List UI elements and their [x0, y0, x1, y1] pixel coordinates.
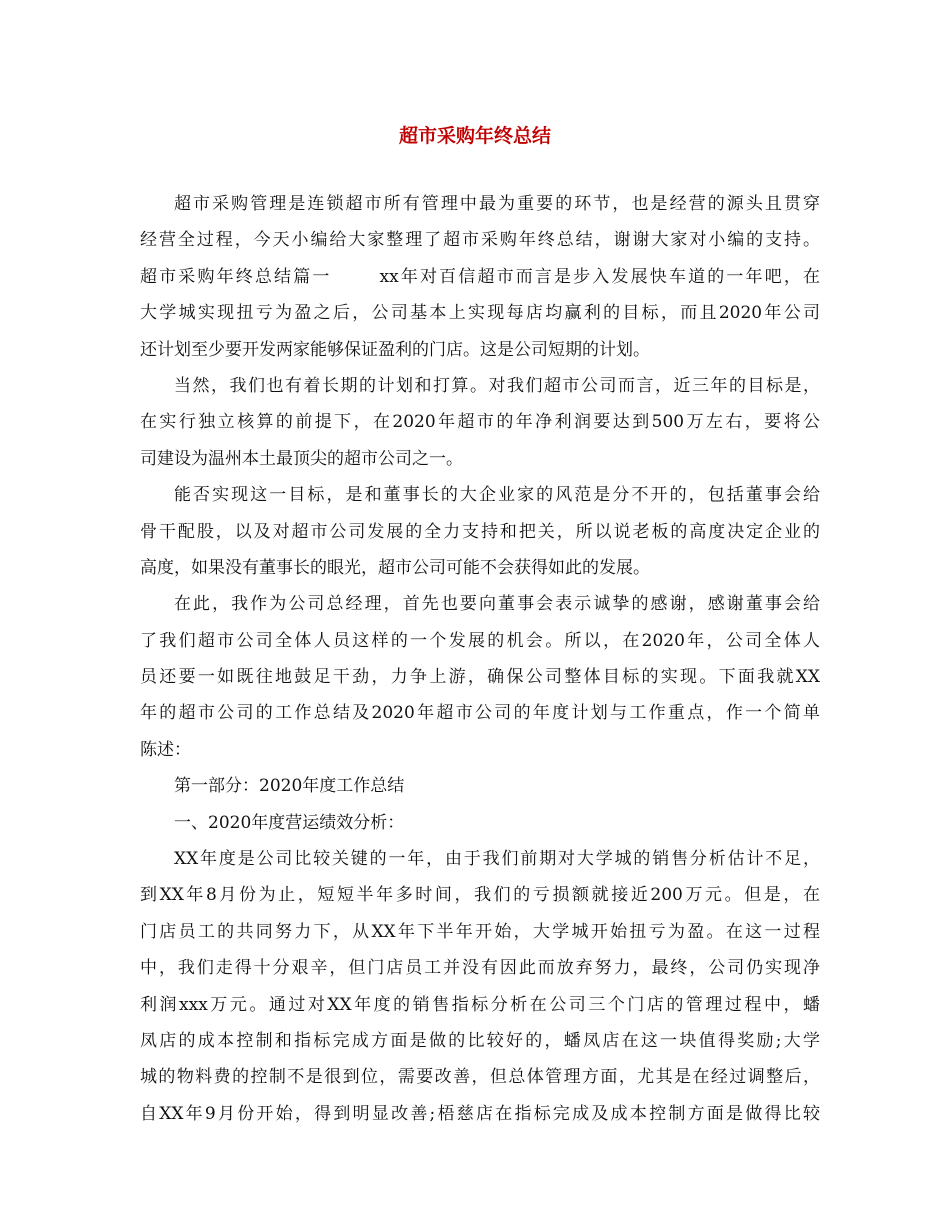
text-line: xx年对百信超市而言是步入发展快车道的一年吧，在 — [379, 266, 820, 287]
text-line: 自XX年9月份开始，得到明显改善;梧慈店在指标完成及成本控制方面是做得比较 — [140, 1103, 820, 1124]
section-heading: 超市采购年终总结篇一 — [140, 266, 332, 287]
text-line: 凤店的成本控制和指标完成方面是做的比较好的，蟠凤店在这一块值得奖励;大学 — [140, 1030, 820, 1051]
text-line: 到XX年8月份为止，短短半年多时间，我们的亏损额就接近200万元。但是，在 — [140, 885, 820, 906]
text-line: XX年度是公司比较关键的一年，由于我们前期对大学城的销售分析估计不足， — [174, 849, 820, 870]
text-line: 中，我们走得十分艰辛，但门店员工并没有因此而放弃努力，最终，公司仍实现净 — [140, 958, 820, 979]
text-line: 当然，我们也有着长期的计划和打算。对我们超市公司而言，近三年的目标是， — [174, 375, 820, 396]
text-line: 陈述： — [140, 739, 191, 760]
text-line: 还计划至少要开发两家能够保证盈利的门店。这是公司短期的计划。 — [140, 339, 650, 360]
text-line: 经营全过程，今天小编给大家整理了超市采购年终总结，谢谢大家对小编的支持。 — [140, 230, 820, 251]
document-title: 超市采购年终总结 — [398, 125, 551, 147]
text-line: 门店员工的共同努力下，从XX年下半年开始，大学城开始扭亏为盈。在这一过程 — [140, 921, 820, 942]
text-line: 城的物料费的控制不是很到位，需要改善，但总体管理方面，尤其是在经过调整后， — [140, 1067, 820, 1088]
text-line-combined — [140, 259, 820, 295]
text-line: 超市采购管理是连锁超市所有管理中最为重要的环节，也是经营的源头且贯穿 — [174, 194, 820, 214]
text-line: 大学城实现扭亏为盈之后，公司基本上实现每店均赢利的目标，而且2020年公司 — [140, 303, 820, 324]
text-line: 在实行独立核算的前提下，在2020年超市的年净利润要达到500万左右，要将公 — [140, 412, 820, 433]
text-line: 在此，我作为公司总经理，首先也要向董事会表示诚挚的感谢，感谢董事会给 — [174, 594, 820, 615]
document-body — [140, 186, 820, 1132]
text-line: 员还要一如既往地鼓足干劲，力争上游，确保公司整体目标的实现。下面我就XX — [140, 667, 820, 688]
text-line: 年的超市公司的工作总结及2020年超市公司的年度计划与工作重点，作一个简单 — [140, 703, 820, 724]
text-line: 能否实现这一目标，是和董事长的大企业家的风范是分不开的，包括董事会给 — [174, 485, 820, 506]
text-line: 高度，如果没有董事长的眼光，超市公司可能不会获得如此的发展。 — [140, 557, 650, 578]
text-line: 了我们超市公司全体人员这样的一个发展的机会。所以，在2020年，公司全体人 — [140, 630, 820, 651]
subsection-heading: 一、2020年度营运绩效分析： — [174, 812, 405, 833]
section-heading: 第一部分：2020年度工作总结 — [174, 776, 405, 797]
text-line: 骨干配股，以及对超市公司发展的全力支持和把关，所以说老板的高度决定企业的 — [140, 521, 820, 542]
text-line: 利润xxx万元。通过对XX年度的销售指标分析在公司三个门店的管理过程中，蟠 — [140, 994, 820, 1015]
text-line: 司建设为温州本土最顶尖的超市公司之一。 — [140, 448, 463, 469]
